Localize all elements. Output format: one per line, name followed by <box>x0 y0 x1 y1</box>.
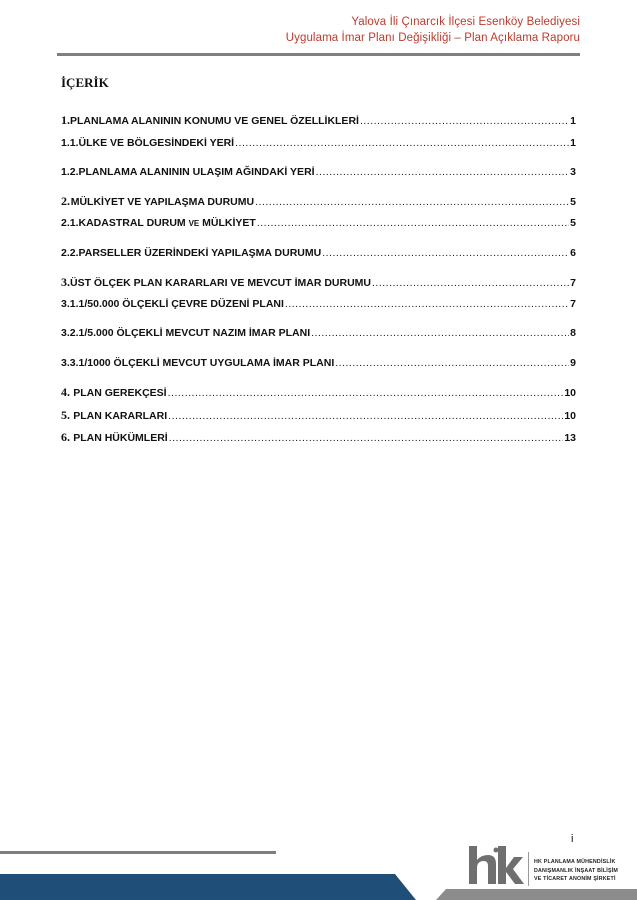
toc-page: 7 <box>570 277 576 289</box>
toc-number: 2.2. <box>61 247 79 259</box>
toc-page: 8 <box>570 327 576 339</box>
toc-leader <box>168 387 564 399</box>
company-line: DANIŞMANLIK İNŞAAT BİLİŞİM <box>534 867 618 874</box>
toc-entry-5[interactable] <box>61 408 576 423</box>
toc-label: 1/1000 ÖLÇEKLİ MEVCUT UYGULAMA İMAR PLANI <box>78 357 335 369</box>
header-report-title: Uygulama İmar Planı Değişikliği – Plan Açıklama Raporu <box>285 32 580 44</box>
toc-entry-1[interactable] <box>61 113 576 128</box>
toc-entry-1-2[interactable] <box>61 166 576 178</box>
toc-leader <box>322 247 569 259</box>
toc-heading: İÇERİK <box>61 75 109 90</box>
toc-entry-2-1[interactable] <box>61 217 576 229</box>
toc-page: 13 <box>564 432 576 444</box>
toc-label: PLAN HÜKÜMLERİ <box>73 432 168 444</box>
toc-leader <box>372 277 569 289</box>
toc-leader <box>311 327 569 339</box>
toc-label-part: KADASTRAL DURUM <box>78 217 186 229</box>
toc-page: 10 <box>564 410 576 422</box>
toc-page: 6 <box>570 247 576 259</box>
toc-label: PLANLAMA ALANININ KONUMU VE GENEL ÖZELLİKLERİ <box>70 115 359 127</box>
toc-page: 9 <box>570 357 576 369</box>
footer-divider <box>0 851 276 854</box>
toc-entry-2-2[interactable] <box>61 247 576 259</box>
toc-number: 3.3. <box>61 357 79 369</box>
toc-leader <box>316 166 570 178</box>
toc-entry-3-1[interactable] <box>61 298 576 310</box>
toc-label: ÜLKE VE BÖLGESİNDEKİ YERİ <box>78 137 235 149</box>
toc-entry-3-3[interactable] <box>61 357 576 369</box>
footer-gray-band <box>436 889 637 900</box>
footer-blue-band <box>0 874 416 900</box>
company-line: HK PLANLAMA MÜHENDİSLİK <box>534 859 616 865</box>
toc-number: 3.2. <box>61 327 79 339</box>
hk-logo-icon <box>467 844 525 888</box>
toc-page: 7 <box>570 298 576 310</box>
toc-label: PLAN KARARLARI <box>73 410 168 422</box>
toc-page: 10 <box>564 387 576 399</box>
toc-number: 1.1. <box>61 137 79 149</box>
toc-number: 1. <box>61 113 70 127</box>
header-municipality: Yalova İli Çınarcık İlçesi Esenköy Belediyesi <box>351 16 580 28</box>
company-name <box>534 858 618 884</box>
toc-number: 1.2. <box>61 166 79 178</box>
toc-number: 2. <box>61 194 70 208</box>
toc-number: 5. <box>61 408 70 422</box>
toc-label: PLAN GEREKÇESİ <box>73 387 167 399</box>
toc-leader <box>257 217 569 229</box>
toc-label: MÜLKİYET VE YAPILAŞMA DURUMU <box>70 196 255 208</box>
toc-number: 4. <box>61 385 70 399</box>
toc-entry-3-2[interactable] <box>61 327 576 339</box>
toc-label: 1/5.000 ÖLÇEKLİ MEVCUT NAZIM İMAR PLANI <box>78 327 311 339</box>
toc-page: 1 <box>570 137 576 149</box>
toc-leader <box>285 298 569 310</box>
logo-divider <box>528 852 529 886</box>
toc-leader <box>255 196 569 208</box>
toc-number: 3. <box>61 275 70 289</box>
toc-label: PLANLAMA ALANININ ULAŞIM AĞINDAKİ YERİ <box>78 166 315 178</box>
toc-leader <box>235 137 569 149</box>
toc-label: PARSELLER ÜZERİNDEKİ YAPILAŞMA DURUMU <box>78 247 322 259</box>
toc-leader <box>335 357 569 369</box>
toc-number: 3.1. <box>61 298 79 310</box>
page-number: i <box>571 833 574 845</box>
toc-entry-1-1[interactable] <box>61 137 576 149</box>
toc-number: 2.1. <box>61 217 79 229</box>
toc-number: 6. <box>61 430 70 444</box>
toc-leader <box>360 115 569 127</box>
toc-label-small: VE <box>188 219 200 228</box>
header-divider <box>57 53 580 56</box>
page-header <box>286 14 580 46</box>
toc-page: 1 <box>570 115 576 127</box>
toc-label: ÜST ÖLÇEK PLAN KARARLARI VE MEVCUT İMAR DURUMU <box>70 277 371 289</box>
toc-label-part: MÜLKİYET <box>202 217 256 229</box>
toc-entry-6[interactable] <box>61 430 576 445</box>
toc-page: 5 <box>570 217 576 229</box>
toc-entry-2[interactable] <box>61 194 576 209</box>
toc-label <box>79 217 256 229</box>
toc-page: 3 <box>570 166 576 178</box>
company-line: VE TİCARET ANONİM ŞİRKETİ <box>534 876 616 882</box>
toc-entry-3[interactable] <box>61 275 576 290</box>
toc-leader <box>168 410 563 422</box>
toc-entry-4[interactable] <box>61 385 576 400</box>
toc-leader <box>169 432 564 444</box>
toc-page: 5 <box>570 196 576 208</box>
toc-label: 1/50.000 ÖLÇEKLİ ÇEVRE DÜZENİ PLANI <box>78 298 284 310</box>
